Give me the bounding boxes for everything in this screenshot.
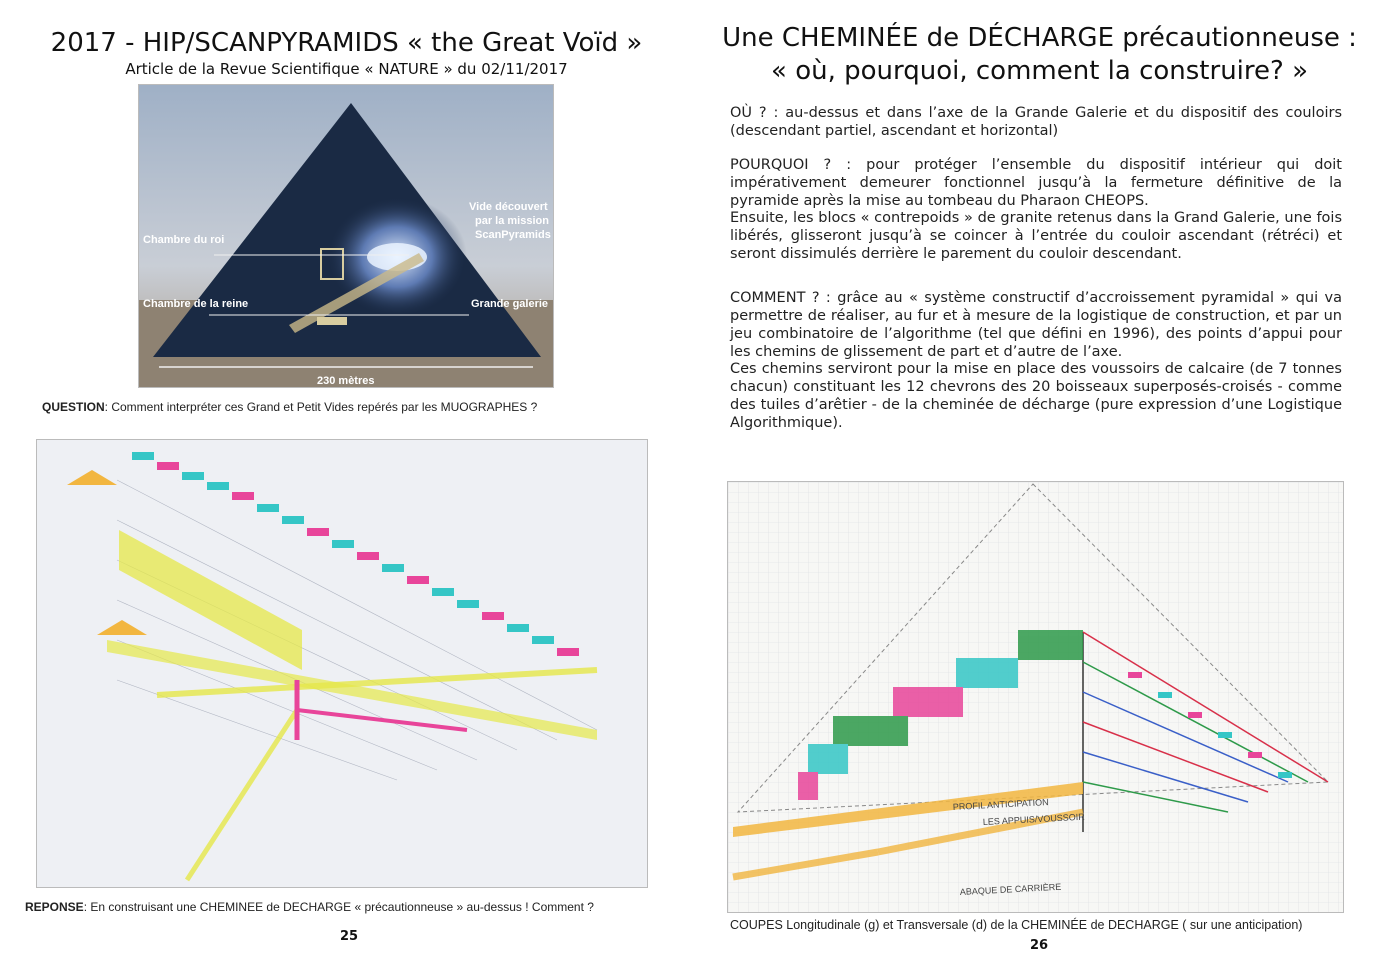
longitudinal-diagram — [37, 440, 647, 887]
label-queen-chamber: Chambre de la reine — [143, 298, 249, 310]
label-appuis-voussoir: LES APPUIS/VOUSSOIR — [982, 811, 1086, 827]
answer-text: : En construisant une CHEMINEE de DECHARGE « précautionneuse » au-dessus ! Comment ? — [83, 900, 594, 914]
label-void-line1: Vide découvert — [469, 201, 548, 213]
left-page-title: 2017 - HIP/SCANPYRAMIDS « the Great Voïd » — [50, 28, 643, 58]
paragraph-ensuite: Ensuite, les blocs « contrepoids » de granite retenus dans la Grand Galerie, une fois libérés, glisseront jusqu’à se coincer à l’entrée du couloir ascendant (rétréci) et seront dissimulés derrière le parement du couloir descendant. — [730, 210, 1342, 262]
question-caption — [42, 400, 537, 414]
page-number-right: 26 — [1030, 938, 1049, 953]
label-abaque-carriere: ABAQUE DE CARRIÈRE — [959, 881, 1062, 897]
pyramid-illustration — [139, 85, 553, 387]
label-profil-anticipation: PROFIL ANTICIPATION — [952, 796, 1049, 812]
left-page-subtitle: Article de la Revue Scientifique « NATURE » du 02/11/2017 — [125, 60, 568, 78]
right-title-line1: Une CHEMINÉE de DÉCHARGE précautionneuse : — [722, 23, 1357, 53]
relieving-chimney-drawing — [727, 481, 1344, 913]
step-blocks — [132, 452, 579, 656]
label-void-line2: par la mission — [475, 215, 549, 227]
pyramid-cross-section-image — [138, 84, 554, 388]
paragraph-ou: OÙ ? : au-dessus et dans l’axe de la Grande Galerie et du dispositif des couloirs (descendant partiel, ascendant et horizontal) — [730, 105, 1342, 139]
paragraph-comment: COMMENT ? : grâce au « système constructif d’accroissement pyramidal » qui va permettre de réaliser, au fur et à mesure de la logistique de construction, et par un jeu combinatoire de l’algorithme (tel que défini en 1996), des points d’appui pour les chemins de glissement de part et d’autre de l’axe. — [730, 290, 1342, 360]
right-page-title — [693, 22, 1386, 88]
question-label: QUESTION — [42, 400, 105, 414]
paragraph-pourquoi: POURQUOI ? : pour protéger l’ensemble du dispositif intérieur qui doit impérativement demeurer fonctionnel jusqu’à la fermeture définitive de la pyramide après la mise au tombeau du Pharaon CHEOPS. — [730, 157, 1342, 209]
longitudinal-section-drawing — [36, 439, 648, 888]
answer-label: REPONSE — [25, 900, 84, 914]
roof-icon-lower — [97, 620, 147, 635]
label-width: 230 mètres — [317, 375, 375, 387]
page-number-left: 25 — [340, 929, 359, 944]
label-grand-gallery: Grande galerie — [471, 298, 549, 310]
figure-caption-right: COUPES Longitudinale (g) et Transversale (d) de la CHEMINÉE de DECHARGE ( sur une anticipation) — [730, 918, 1303, 932]
question-text: : Comment interpréter ces Grand et Petit Vides repérés par les MUOGRAPHES ? — [104, 400, 538, 414]
label-void-line3: ScanPyramids — [475, 229, 551, 241]
roof-icon-upper — [67, 470, 117, 485]
right-title-line2: « où, pourquoi, comment la construire? » — [771, 56, 1308, 86]
paragraph-chemins: Ces chemins serviront pour la mise en place des voussoirs de calcaire (de 7 tonnes chacun) constituant les 12 chevrons des 20 boisseaux superposés-croisés - comme des tuiles d’arêtier - de la cheminée de décharge (pure expression d’une Logistique Algorithmique). — [730, 361, 1342, 431]
answer-caption — [25, 900, 594, 914]
label-king-chamber: Chambre du roi — [143, 234, 225, 246]
chimney-diagram — [728, 482, 1343, 912]
